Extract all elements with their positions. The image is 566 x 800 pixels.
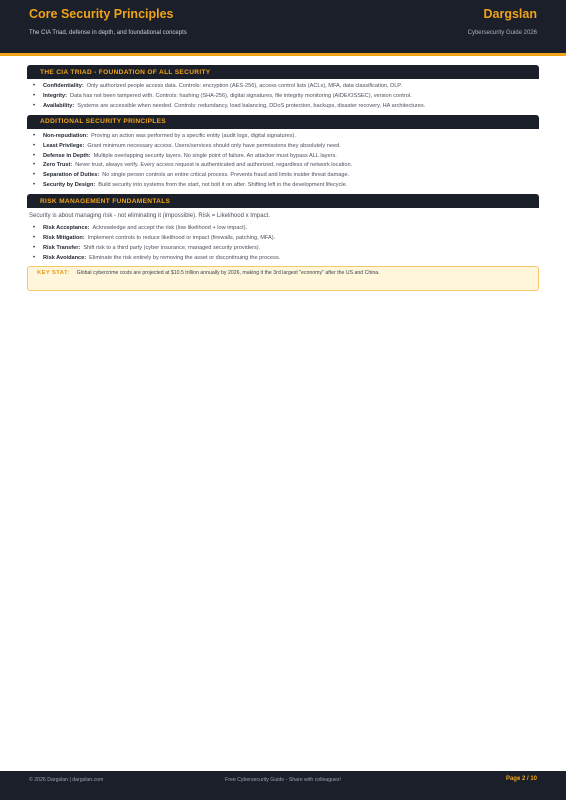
item-term: Risk Avoidance: — [43, 254, 87, 261]
list-item — [33, 132, 539, 142]
list-item — [33, 181, 539, 191]
item-text: Shift risk to a third party (cyber insurance, managed security providers). — [83, 244, 261, 251]
risk-intro: Security is about managing risk - not eliminating it (impossible). Risk = Likelihood x Impact. — [29, 213, 270, 220]
item-text: Only authorized people access data. Controls: encryption (AES-256), access control lists (ACLs), MFA, data classification, DLP. — [86, 83, 402, 89]
page-subtitle: The CIA Triad, defense in depth, and foundational concepts — [29, 30, 187, 36]
item-term: Security by Design: — [43, 182, 96, 189]
section-header-risk — [27, 194, 539, 208]
footer-copyright: © 2026 Dargslan | dargslan.com — [29, 777, 104, 783]
footer-share-note: Free Cybersecurity Guide - Share with colleagues! — [225, 777, 341, 783]
page-footer — [0, 771, 566, 800]
page-header — [0, 0, 566, 53]
list-item — [33, 171, 539, 181]
item-term: Least Privilege: — [43, 142, 85, 149]
item-text: Eliminate the risk entirely by removing the asset or discontinuing the process. — [89, 254, 281, 261]
risk-list — [27, 221, 539, 264]
main-content — [27, 65, 539, 291]
list-item — [33, 142, 539, 152]
list-item — [33, 152, 539, 162]
item-term: Confidentiality: — [43, 83, 84, 89]
item-text: Data has not been tampered with. Controls: hashing (SHA-256), digital signatures, file integrity monitoring (AIDE/OSSEC), version control. — [69, 92, 412, 99]
additional-list — [27, 129, 539, 191]
key-stat-label: KEY STAT: — [37, 269, 70, 276]
item-term: Risk Acceptance: — [43, 225, 90, 232]
header-accent-bar — [0, 53, 566, 56]
item-term: Non-repudiation: — [43, 132, 89, 139]
item-text: Proving an action was performed by a specific entity (audit logs, digital signatures). — [91, 132, 296, 139]
list-item — [33, 82, 539, 92]
item-text: Systems are accessible when needed. Controls: redundancy, load balancing, DDoS protection, backups, disaster recovery, HA architectures. — [77, 102, 426, 109]
item-text: No single person controls an entire critical process. Prevents fraud and limits insider threat damage. — [102, 172, 350, 179]
item-text: Acknowledge and accept the risk (low likelihood + low impact). — [92, 225, 248, 232]
cia-list — [27, 79, 539, 112]
section-title: RISK MANAGEMENT FUNDAMENTALS — [40, 197, 171, 205]
item-term: Availability: — [43, 102, 75, 109]
list-item — [33, 224, 539, 234]
brand-logo-text: Dargslan — [483, 7, 537, 21]
item-term: Risk Mitigation: — [43, 235, 85, 242]
list-item — [33, 254, 539, 264]
section-title: ADDITIONAL SECURITY PRINCIPLES — [40, 118, 166, 126]
key-stat-text: Global cybercrime costs are projected at $10.5 trillion annually by 2026, making it the 3rd largest "economy" after the US and China. — [76, 269, 380, 276]
section-header-cia — [27, 65, 539, 79]
item-term: Risk Transfer: — [43, 244, 81, 251]
page-number: Page 2 / 10 — [505, 776, 537, 782]
section-header-additional — [27, 115, 539, 129]
list-item — [33, 102, 539, 112]
page-title: Core Security Principles — [29, 7, 174, 21]
guide-label: Cybersecurity Guide 2026 — [467, 30, 537, 36]
item-text: Multiple overlapping security layers. No single point of failure. An attacker must bypass ALL layers. — [93, 152, 337, 159]
item-text: Never trust, always verify. Every access request is authenticated and authorized, regardless of network location. — [75, 162, 353, 169]
section-title: THE CIA TRIAD - FOUNDATION OF ALL SECURITY — [40, 68, 211, 76]
item-text: Implement controls to reduce likelihood or impact (firewalls, patching, MFA). — [87, 235, 276, 242]
item-term: Separation of Duties: — [43, 172, 100, 179]
item-term: Integrity: — [43, 92, 67, 99]
list-item — [33, 244, 539, 254]
list-item — [33, 161, 539, 171]
item-term: Defense in Depth: — [43, 152, 91, 159]
key-stat-callout — [27, 266, 539, 291]
item-text: Grant minimum necessary access. Users/services should only have permissions they absolutely need. — [87, 142, 341, 149]
item-text: Build security into systems from the start, not bolt it on after. Shifting left in the development lifecycle. — [98, 182, 348, 189]
list-item — [33, 92, 539, 102]
item-term: Zero Trust: — [43, 162, 73, 169]
list-item — [33, 234, 539, 244]
